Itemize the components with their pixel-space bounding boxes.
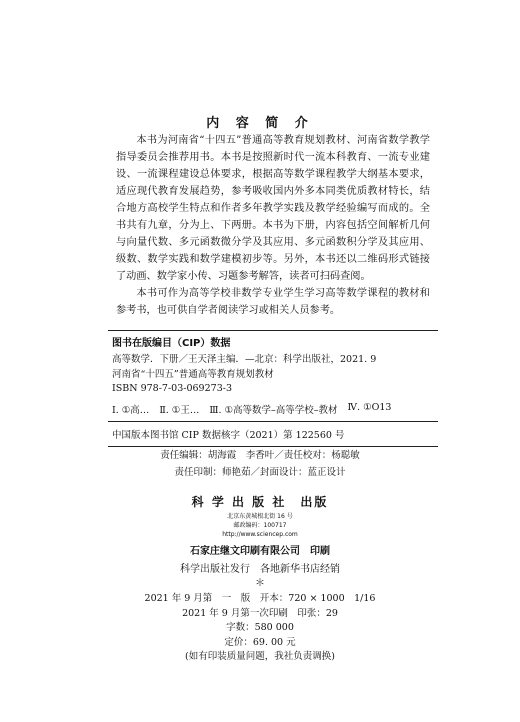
cip-top-rule <box>108 330 438 331</box>
publisher-address: 北京东黄城根北街 16 号 <box>227 513 293 520</box>
publisher-postcode: 邮政编码：100717 <box>233 522 287 529</box>
cip-classification <box>112 402 438 416</box>
edition-line-3: 字数：580 000 <box>226 622 294 633</box>
edition-line-2: 2021 年 9 月第一次印刷 印张：29 <box>182 607 338 619</box>
publisher-details <box>0 512 520 539</box>
distribution-line: 科学出版社发行 各地新华书店经销 <box>180 564 340 575</box>
intro-paragraph-2: 本书可作为高等学校非数学专业学生学习高等数学课程的教材和参考书，也可供自学者阅读学习或相关人员参考。 <box>116 288 430 316</box>
edition-line-1: 2021 年 9 月第 一 版 开本：720 × 1000 1/16 <box>144 593 376 604</box>
cip-middle-rule <box>108 421 438 422</box>
cip-line-title: 高等数学．下册／王天泽主编．—北京：科学出版社，2021. 9 <box>112 354 377 365</box>
cip-line-series: 河南省“十四五”普通高等教育规划教材 <box>112 368 274 380</box>
cip-lines <box>112 353 438 397</box>
cip-title: 图书在版编目（CIP）数据 <box>112 338 231 349</box>
cip-class-2: Ⅱ. ①王… <box>159 404 200 416</box>
edition-line-4: 定价：69. 00 元 <box>224 636 296 648</box>
cip-class-4: Ⅳ. ①O13 <box>347 401 392 413</box>
intro-text <box>116 132 430 319</box>
intro-title: 内 容 简 介 <box>206 116 314 131</box>
printer-line: 石家庄继文印刷有限公司 印刷 <box>190 546 330 557</box>
cip-class-1: Ⅰ. ①高… <box>112 404 150 416</box>
publisher-name: 科 学 出 版 社 出版 <box>191 495 329 509</box>
edition-info <box>0 592 520 665</box>
cip-note: 中国版本图书馆 CIP 数据核字（2021）第 122560 号 <box>112 429 345 441</box>
publisher-website: http://www.sciencep.com <box>222 531 298 538</box>
credits-production: 责任印制：师艳茹／封面设计：蓝正设计 <box>174 467 346 478</box>
cip-class-3: Ⅲ. ①高等数学–高等学校–教材 <box>209 404 338 416</box>
cip-data-block <box>108 330 438 447</box>
edition-line-5: (如有印装质量问题，我社负责调换) <box>185 651 335 662</box>
intro-paragraph-1: 本书为河南省“十四五”普通高等教育规划教材、河南省数学教学指导委员会推荐用书。本书是按照新时代一流本科教育、一流专业建设、一流课程建设总体要求，根据高等数学课程教学大纲基本要求，适应现代教育发展趋势，参考吸收国内外多本同类优质教材特长，结合地方高校学生特点和作者多年教学实践及教学经验编写而成的。全书共有九章，分为上、下两册。本书为下册，内容包括空间解析几何与向量代数、多元函数微分学及其应用、多元函数积分学及其应用、级数、数学实践和数学建模初步等。另外，本书还以二维码形式链接了动画、数学家小传、习题参考解答，读者可扫码查阅。 <box>116 135 430 282</box>
cip-line-isbn: ISBN 978-7-03-069273-3 <box>112 383 232 394</box>
credits-editors: 责任编辑：胡海霞 李香叶／责任校对：杨聪敏 <box>160 450 360 461</box>
separator-asterisk: ＊ <box>255 578 265 589</box>
